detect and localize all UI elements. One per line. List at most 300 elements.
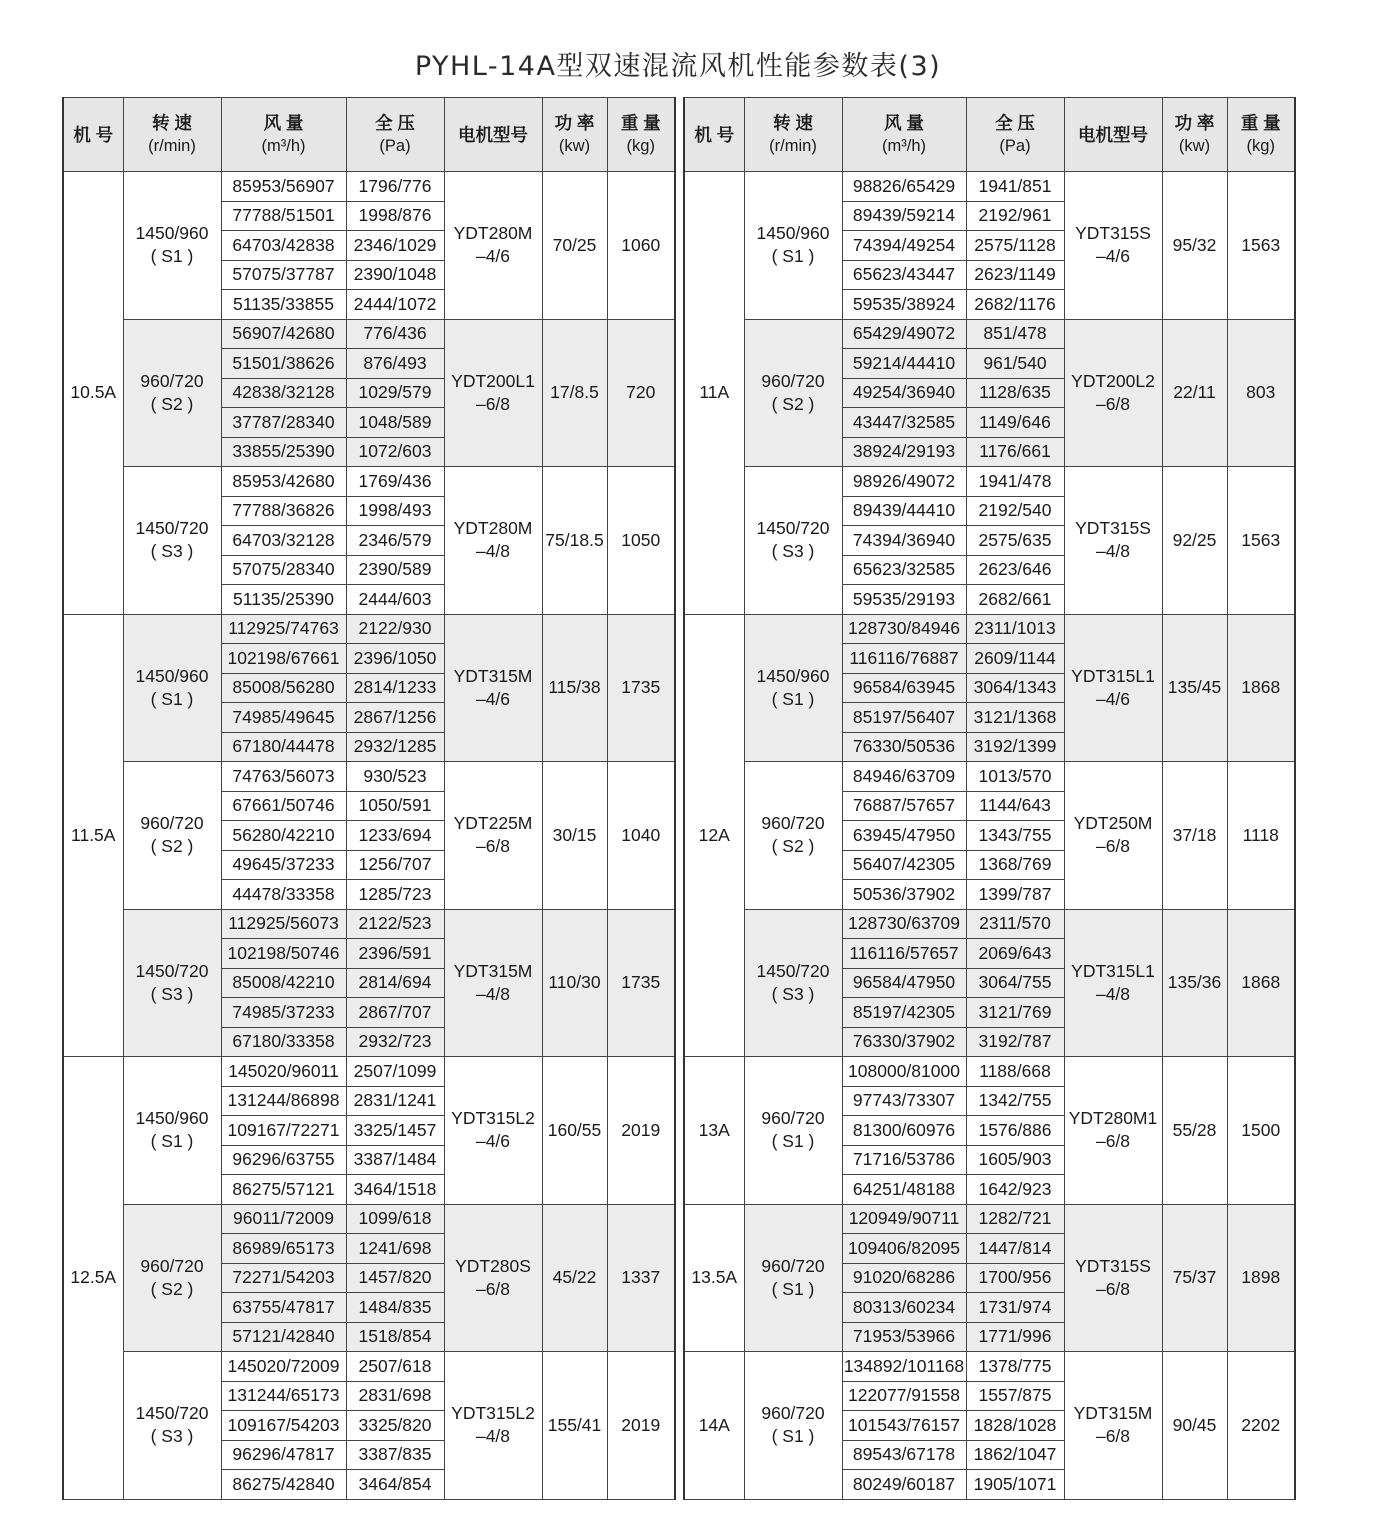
pressure-cell: 1099/618 — [346, 1204, 444, 1234]
speed-cell — [744, 467, 842, 615]
pressure-cell: 1399/787 — [966, 880, 1064, 910]
airflow-cell: 96296/63755 — [221, 1145, 346, 1175]
airflow-cell: 49645/37233 — [221, 850, 346, 880]
motor-model: YDT315S — [1075, 223, 1151, 244]
motor-cell — [444, 762, 542, 910]
motor-poles: –4/6 — [1095, 246, 1131, 267]
motor-poles: –4/8 — [1095, 541, 1131, 562]
pressure-cell: 1378/775 — [966, 1352, 1064, 1382]
speed-value: 1450/720 — [135, 960, 209, 981]
airflow-cell: 85953/56907 — [221, 172, 346, 202]
pressure-cell: 876/493 — [346, 349, 444, 379]
speed-cell — [123, 1352, 221, 1500]
motor-poles: –6/8 — [1095, 1426, 1131, 1447]
airflow-cell: 91020/68286 — [842, 1263, 966, 1293]
motor-model: YDT225M — [453, 813, 533, 834]
speed-cell — [123, 909, 221, 1057]
airflow-cell: 59214/44410 — [842, 349, 966, 379]
motor-model: YDT315L1 — [1071, 960, 1155, 981]
airflow-cell: 85197/42305 — [842, 998, 966, 1028]
motor-model: YDT280M1 — [1068, 1108, 1158, 1129]
page-title: PYHL-14A型双速混流风机性能参数表(3) — [414, 51, 942, 82]
speed-mode: ( S1 ) — [771, 688, 815, 709]
motor-cell — [1064, 172, 1162, 320]
motor-poles: –4/6 — [475, 1131, 511, 1152]
pressure-cell: 1029/579 — [346, 378, 444, 408]
table-row — [63, 614, 675, 644]
table-row — [63, 909, 675, 939]
header-motor: 电机型号 — [444, 98, 542, 172]
motor-poles: –4/6 — [475, 246, 511, 267]
airflow-cell: 96584/63945 — [842, 673, 966, 703]
pressure-cell: 2122/523 — [346, 909, 444, 939]
motor-poles: –4/8 — [475, 983, 511, 1004]
pressure-cell: 776/436 — [346, 319, 444, 349]
motor-model: YDT315M — [453, 665, 533, 686]
motor-poles: –6/8 — [475, 1278, 511, 1299]
speed-mode: ( S2 ) — [150, 1278, 194, 1299]
weight-cell: 1050 — [607, 467, 675, 615]
airflow-cell: 96011/72009 — [221, 1204, 346, 1234]
speed-value: 960/720 — [140, 1255, 204, 1276]
weight-cell: 1868 — [1227, 909, 1295, 1057]
header-airflow: 风 量 (m³/h) — [221, 98, 346, 172]
airflow-cell: 96296/47817 — [221, 1440, 346, 1470]
pressure-cell: 851/478 — [966, 319, 1064, 349]
speed-value: 1450/960 — [135, 665, 209, 686]
power-cell: 160/55 — [542, 1057, 607, 1205]
pressure-cell: 1828/1028 — [966, 1411, 1064, 1441]
motor-cell — [444, 172, 542, 320]
speed-mode: ( S3 ) — [150, 541, 194, 562]
airflow-cell: 74394/36940 — [842, 526, 966, 556]
airflow-cell: 72271/54203 — [221, 1263, 346, 1293]
airflow-cell: 98826/65429 — [842, 172, 966, 202]
pressure-cell: 1343/755 — [966, 821, 1064, 851]
motor-poles: –4/8 — [475, 541, 511, 562]
motor-poles: –4/6 — [1095, 688, 1131, 709]
weight-cell: 1500 — [1227, 1057, 1295, 1205]
header-row — [63, 98, 675, 172]
speed-cell — [744, 1204, 842, 1352]
speed-value: 1450/960 — [135, 1108, 209, 1129]
motor-model: YDT315S — [1075, 1255, 1151, 1276]
pressure-cell: 961/540 — [966, 349, 1064, 379]
pressure-cell: 1072/603 — [346, 437, 444, 467]
speed-mode: ( S1 ) — [150, 246, 194, 267]
pressure-cell: 1285/723 — [346, 880, 444, 910]
airflow-cell: 101543/76157 — [842, 1411, 966, 1441]
motor-model: YDT315L2 — [451, 1403, 535, 1424]
motor-cell — [1064, 909, 1162, 1057]
pressure-cell: 2831/698 — [346, 1381, 444, 1411]
fan-table-left — [62, 97, 676, 1500]
table-row — [684, 467, 1295, 497]
airflow-cell: 109167/54203 — [221, 1411, 346, 1441]
airflow-cell: 89439/44410 — [842, 496, 966, 526]
header-weight: 重 量 (kg) — [607, 98, 675, 172]
airflow-cell: 59535/38924 — [842, 290, 966, 320]
motor-model: YDT250M — [1073, 813, 1153, 834]
power-cell: 135/45 — [1162, 614, 1227, 762]
pressure-cell: 1941/478 — [966, 467, 1064, 497]
speed-mode: ( S2 ) — [150, 836, 194, 857]
airflow-cell: 64703/42838 — [221, 231, 346, 261]
pressure-cell: 2444/603 — [346, 585, 444, 615]
airflow-cell: 65623/32585 — [842, 555, 966, 585]
airflow-cell: 67661/50746 — [221, 791, 346, 821]
pressure-cell: 3064/1343 — [966, 673, 1064, 703]
machine-no-cell: 11A — [684, 172, 744, 615]
speed-cell — [123, 172, 221, 320]
pressure-cell: 1484/835 — [346, 1293, 444, 1323]
pressure-cell: 1771/996 — [966, 1322, 1064, 1352]
motor-cell — [444, 1057, 542, 1205]
weight-cell: 2019 — [607, 1352, 675, 1500]
motor-cell — [1064, 614, 1162, 762]
airflow-cell: 85953/42680 — [221, 467, 346, 497]
pressure-cell: 1176/661 — [966, 437, 1064, 467]
power-cell: 92/25 — [1162, 467, 1227, 615]
airflow-cell: 76330/50536 — [842, 732, 966, 762]
airflow-cell: 80249/60187 — [842, 1470, 966, 1500]
header-machine-no: 机 号 — [63, 98, 123, 172]
header-motor: 电机型号 — [1064, 98, 1162, 172]
speed-value: 1450/720 — [135, 1403, 209, 1424]
pressure-cell: 1605/903 — [966, 1145, 1064, 1175]
speed-mode: ( S2 ) — [771, 393, 815, 414]
power-cell: 135/36 — [1162, 909, 1227, 1057]
pressure-cell: 2390/589 — [346, 555, 444, 585]
pressure-cell: 2311/570 — [966, 909, 1064, 939]
power-cell: 55/28 — [1162, 1057, 1227, 1205]
table-row — [63, 467, 675, 497]
pressure-cell: 2575/1128 — [966, 231, 1064, 261]
weight-cell: 1040 — [607, 762, 675, 910]
pressure-cell: 3192/787 — [966, 1027, 1064, 1057]
speed-mode: ( S1 ) — [771, 1426, 815, 1447]
speed-value: 960/720 — [761, 1255, 825, 1276]
table-row — [684, 1204, 1295, 1234]
airflow-cell: 128730/84946 — [842, 614, 966, 644]
weight-cell: 1563 — [1227, 467, 1295, 615]
speed-cell — [123, 1057, 221, 1205]
machine-no-cell: 13.5A — [684, 1204, 744, 1352]
airflow-cell: 112925/56073 — [221, 909, 346, 939]
speed-value: 960/720 — [761, 1403, 825, 1424]
motor-cell — [1064, 1204, 1162, 1352]
pressure-cell: 1241/698 — [346, 1234, 444, 1264]
power-cell: 22/11 — [1162, 319, 1227, 467]
speed-cell — [744, 614, 842, 762]
airflow-cell: 81300/60976 — [842, 1116, 966, 1146]
speed-cell — [744, 319, 842, 467]
motor-cell — [1064, 1057, 1162, 1205]
speed-mode: ( S3 ) — [150, 983, 194, 1004]
weight-cell: 1337 — [607, 1204, 675, 1352]
pressure-cell: 1013/570 — [966, 762, 1064, 792]
machine-no-cell: 10.5A — [63, 172, 123, 615]
weight-cell: 1118 — [1227, 762, 1295, 910]
pressure-cell: 2396/591 — [346, 939, 444, 969]
pressure-cell: 1144/643 — [966, 791, 1064, 821]
power-cell: 115/38 — [542, 614, 607, 762]
motor-poles: –6/8 — [475, 836, 511, 857]
weight-cell: 1563 — [1227, 172, 1295, 320]
pressure-cell: 1368/769 — [966, 850, 1064, 880]
header-machine-no: 机 号 — [684, 98, 744, 172]
machine-no-cell: 11.5A — [63, 614, 123, 1057]
airflow-cell: 76330/37902 — [842, 1027, 966, 1057]
speed-value: 960/720 — [140, 813, 204, 834]
speed-mode: ( S1 ) — [150, 1131, 194, 1152]
airflow-cell: 134892/101168 — [842, 1352, 966, 1382]
airflow-cell: 71953/53966 — [842, 1322, 966, 1352]
pressure-cell: 1642/923 — [966, 1175, 1064, 1205]
pressure-cell: 1447/814 — [966, 1234, 1064, 1264]
pressure-cell: 2192/961 — [966, 201, 1064, 231]
table-row — [63, 1352, 675, 1382]
pressure-cell: 1796/776 — [346, 172, 444, 202]
airflow-cell: 59535/29193 — [842, 585, 966, 615]
pressure-cell: 2932/1285 — [346, 732, 444, 762]
speed-mode: ( S2 ) — [150, 393, 194, 414]
airflow-cell: 86989/65173 — [221, 1234, 346, 1264]
airflow-cell: 71716/53786 — [842, 1145, 966, 1175]
motor-poles: –4/6 — [475, 688, 511, 709]
pressure-cell: 1457/820 — [346, 1263, 444, 1293]
motor-cell — [444, 467, 542, 615]
pressure-cell: 1342/755 — [966, 1086, 1064, 1116]
speed-mode: ( S1 ) — [771, 1131, 815, 1152]
pressure-cell: 2623/1149 — [966, 260, 1064, 290]
pressure-cell: 3387/835 — [346, 1440, 444, 1470]
airflow-cell: 109167/72271 — [221, 1116, 346, 1146]
airflow-cell: 108000/81000 — [842, 1057, 966, 1087]
airflow-cell: 102198/67661 — [221, 644, 346, 674]
airflow-cell: 38924/29193 — [842, 437, 966, 467]
pressure-cell: 3387/1484 — [346, 1145, 444, 1175]
motor-model: YDT280M — [453, 518, 533, 539]
table-row — [63, 1057, 675, 1087]
weight-cell: 1735 — [607, 614, 675, 762]
airflow-cell: 85008/56280 — [221, 673, 346, 703]
airflow-cell: 74985/37233 — [221, 998, 346, 1028]
pressure-cell: 2311/1013 — [966, 614, 1064, 644]
table-row — [63, 319, 675, 349]
airflow-cell: 128730/63709 — [842, 909, 966, 939]
airflow-cell: 65429/49072 — [842, 319, 966, 349]
pressure-cell: 2507/618 — [346, 1352, 444, 1382]
pressure-cell: 2867/1256 — [346, 703, 444, 733]
airflow-cell: 77788/36826 — [221, 496, 346, 526]
pressure-cell: 2682/1176 — [966, 290, 1064, 320]
speed-mode: ( S2 ) — [771, 836, 815, 857]
airflow-cell: 57075/28340 — [221, 555, 346, 585]
motor-model: YDT315S — [1075, 518, 1151, 539]
motor-poles: –6/8 — [1095, 393, 1131, 414]
airflow-cell: 37787/28340 — [221, 408, 346, 438]
pressure-cell: 3121/1368 — [966, 703, 1064, 733]
motor-cell — [1064, 467, 1162, 615]
airflow-cell: 65623/43447 — [842, 260, 966, 290]
motor-cell — [444, 1352, 542, 1500]
airflow-cell: 96584/47950 — [842, 968, 966, 998]
pressure-cell: 2932/723 — [346, 1027, 444, 1057]
pressure-cell: 1048/589 — [346, 408, 444, 438]
pressure-cell: 1731/974 — [966, 1293, 1064, 1323]
pressure-cell: 3121/769 — [966, 998, 1064, 1028]
airflow-cell: 85197/56407 — [842, 703, 966, 733]
pressure-cell: 2069/643 — [966, 939, 1064, 969]
airflow-cell: 51135/33855 — [221, 290, 346, 320]
speed-mode: ( S1 ) — [771, 1278, 815, 1299]
airflow-cell: 33855/25390 — [221, 437, 346, 467]
power-cell: 70/25 — [542, 172, 607, 320]
motor-model: YDT200L1 — [451, 370, 535, 391]
weight-cell: 720 — [607, 319, 675, 467]
pressure-cell: 930/523 — [346, 762, 444, 792]
airflow-cell: 76887/57657 — [842, 791, 966, 821]
table-row — [63, 762, 675, 792]
header-airflow: 风 量 (m³/h) — [842, 98, 966, 172]
pressure-cell: 2575/635 — [966, 526, 1064, 556]
airflow-cell: 50536/37902 — [842, 880, 966, 910]
airflow-cell: 56407/42305 — [842, 850, 966, 880]
airflow-cell: 74394/49254 — [842, 231, 966, 261]
pressure-cell: 2444/1072 — [346, 290, 444, 320]
speed-value: 1450/960 — [756, 223, 830, 244]
airflow-cell: 98926/49072 — [842, 467, 966, 497]
pressure-cell: 1050/591 — [346, 791, 444, 821]
weight-cell: 2019 — [607, 1057, 675, 1205]
power-cell: 95/32 — [1162, 172, 1227, 320]
airflow-cell: 102198/50746 — [221, 939, 346, 969]
airflow-cell: 49254/36940 — [842, 378, 966, 408]
airflow-cell: 56280/42210 — [221, 821, 346, 851]
airflow-cell: 63755/47817 — [221, 1293, 346, 1323]
pressure-cell: 2396/1050 — [346, 644, 444, 674]
motor-model: YDT315M — [1073, 1403, 1153, 1424]
header-weight: 重 量 (kg) — [1227, 98, 1295, 172]
pressure-cell: 3325/1457 — [346, 1116, 444, 1146]
airflow-cell: 109406/82095 — [842, 1234, 966, 1264]
pressure-cell: 2831/1241 — [346, 1086, 444, 1116]
machine-no-cell: 14A — [684, 1352, 744, 1500]
header-pressure: 全 压 (Pa) — [966, 98, 1064, 172]
motor-poles: –6/8 — [1095, 836, 1131, 857]
speed-value: 960/720 — [140, 370, 204, 391]
machine-no-cell: 12A — [684, 614, 744, 1057]
airflow-cell: 51501/38626 — [221, 349, 346, 379]
table-row — [63, 172, 675, 202]
speed-cell — [744, 172, 842, 320]
speed-mode: ( S3 ) — [771, 541, 815, 562]
motor-model: YDT200L2 — [1071, 370, 1155, 391]
speed-value: 960/720 — [761, 370, 825, 391]
pressure-cell: 1700/956 — [966, 1263, 1064, 1293]
pressure-cell: 1941/851 — [966, 172, 1064, 202]
airflow-cell: 64251/48188 — [842, 1175, 966, 1205]
airflow-cell: 74985/49645 — [221, 703, 346, 733]
table-row — [684, 762, 1295, 792]
airflow-cell: 74763/56073 — [221, 762, 346, 792]
table-row — [684, 1352, 1295, 1382]
speed-cell — [123, 762, 221, 910]
airflow-cell: 85008/42210 — [221, 968, 346, 998]
airflow-cell: 116116/76887 — [842, 644, 966, 674]
pressure-cell: 3192/1399 — [966, 732, 1064, 762]
table-row — [684, 614, 1295, 644]
airflow-cell: 84946/63709 — [842, 762, 966, 792]
weight-cell: 1060 — [607, 172, 675, 320]
speed-cell — [123, 467, 221, 615]
airflow-cell: 80313/60234 — [842, 1293, 966, 1323]
airflow-cell: 122077/91558 — [842, 1381, 966, 1411]
airflow-cell: 131244/86898 — [221, 1086, 346, 1116]
speed-mode: ( S3 ) — [150, 1426, 194, 1447]
motor-cell — [1064, 319, 1162, 467]
power-cell: 110/30 — [542, 909, 607, 1057]
airflow-cell: 120949/90711 — [842, 1204, 966, 1234]
airflow-cell: 57075/37787 — [221, 260, 346, 290]
airflow-cell: 64703/32128 — [221, 526, 346, 556]
speed-mode: ( S1 ) — [771, 246, 815, 267]
airflow-cell: 86275/57121 — [221, 1175, 346, 1205]
pressure-cell: 3064/755 — [966, 968, 1064, 998]
speed-cell — [123, 1204, 221, 1352]
speed-cell — [123, 614, 221, 762]
motor-poles: –4/8 — [475, 1426, 511, 1447]
motor-cell — [1064, 1352, 1162, 1500]
airflow-cell: 44478/33358 — [221, 880, 346, 910]
pressure-cell: 2814/1233 — [346, 673, 444, 703]
airflow-cell: 145020/72009 — [221, 1352, 346, 1382]
pressure-cell: 1188/668 — [966, 1057, 1064, 1087]
table-row — [63, 1204, 675, 1234]
airflow-cell: 63945/47950 — [842, 821, 966, 851]
airflow-cell: 67180/44478 — [221, 732, 346, 762]
motor-model: YDT315M — [453, 960, 533, 981]
speed-mode: ( S1 ) — [150, 688, 194, 709]
weight-cell: 1735 — [607, 909, 675, 1057]
machine-no-cell: 12.5A — [63, 1057, 123, 1500]
pressure-cell: 2623/646 — [966, 555, 1064, 585]
pressure-cell: 1282/721 — [966, 1204, 1064, 1234]
motor-poles: –6/8 — [1095, 1278, 1131, 1299]
pressure-cell: 3325/820 — [346, 1411, 444, 1441]
airflow-cell: 89543/67178 — [842, 1440, 966, 1470]
speed-value: 1450/960 — [135, 223, 209, 244]
motor-model: YDT315L2 — [451, 1108, 535, 1129]
weight-cell: 803 — [1227, 319, 1295, 467]
speed-cell — [123, 319, 221, 467]
pressure-cell: 3464/854 — [346, 1470, 444, 1500]
power-cell: 90/45 — [1162, 1352, 1227, 1500]
motor-model: YDT315L1 — [1071, 665, 1155, 686]
header-power: 功 率 (kw) — [542, 98, 607, 172]
power-cell: 75/37 — [1162, 1204, 1227, 1352]
pressure-cell: 1557/875 — [966, 1381, 1064, 1411]
airflow-cell: 56907/42680 — [221, 319, 346, 349]
header-speed: 转 速 (r/min) — [744, 98, 842, 172]
power-cell: 37/18 — [1162, 762, 1227, 910]
pressure-cell: 1862/1047 — [966, 1440, 1064, 1470]
pressure-cell: 2346/1029 — [346, 231, 444, 261]
speed-value: 960/720 — [761, 813, 825, 834]
table-body-right — [684, 172, 1295, 1500]
table-row — [684, 909, 1295, 939]
